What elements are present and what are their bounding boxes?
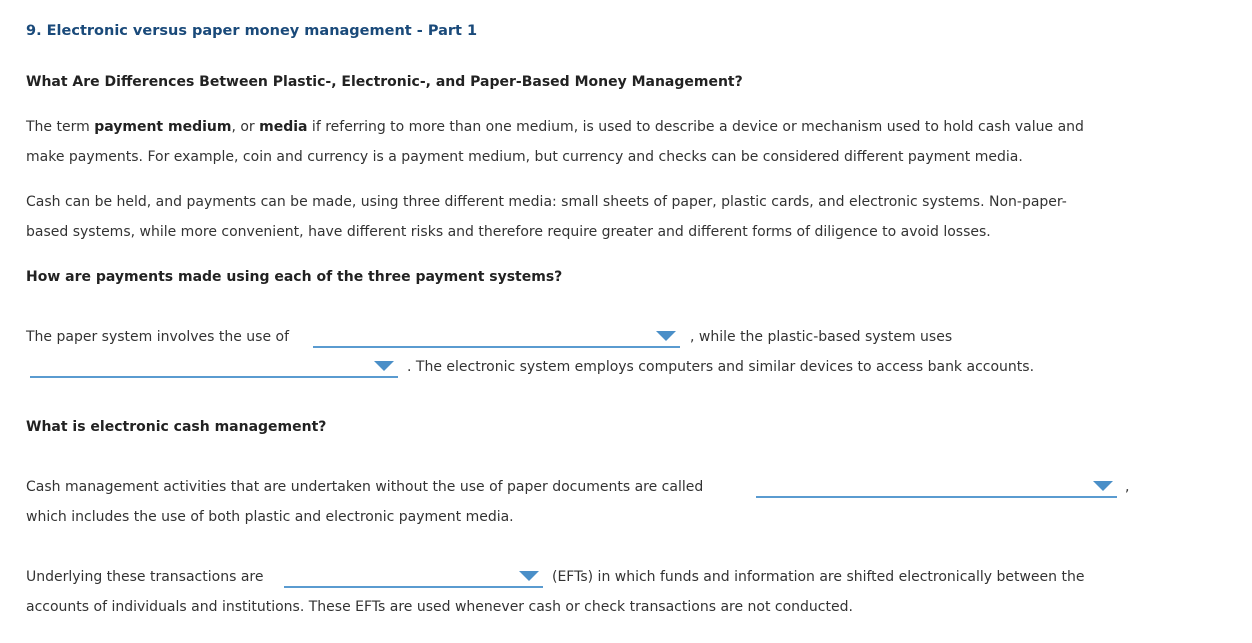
eft-dropdown[interactable] xyxy=(284,564,543,588)
chevron-down-icon xyxy=(1093,481,1113,491)
section-heading: What Are Differences Between Plastic-, Electronic-, and Paper-Based Money Management? xyxy=(26,74,743,90)
question-text: The paper system involves the use of xyxy=(26,329,290,345)
paragraph-line: make payments. For example, coin and currency is a payment medium, but currency and checks can be considered different payment media. xyxy=(26,149,1023,165)
term-bold: payment medium xyxy=(94,119,232,135)
text: if referring to more than one medium, is used to describe a device or mechanism used to hold cash value and xyxy=(307,119,1084,135)
question-text: (EFTs) in which funds and information are shifted electronically between the xyxy=(552,569,1085,585)
question-title: 9. Electronic versus paper money management - Part 1 xyxy=(26,23,478,39)
question-text: , xyxy=(1125,479,1130,495)
question-text: , while the plastic-based system uses xyxy=(690,329,953,345)
plastic-system-dropdown[interactable] xyxy=(30,354,398,378)
section-heading: How are payments made using each of the three payment systems? xyxy=(26,269,563,285)
question-text: which includes the use of both plastic and electronic payment media. xyxy=(26,509,514,525)
chevron-down-icon xyxy=(519,571,539,581)
question-text: accounts of individuals and institutions. These EFTs are used whenever cash or check transactions are not conducted. xyxy=(26,599,853,615)
text: The term xyxy=(26,119,95,135)
question-text: Underlying these transactions are xyxy=(26,569,264,585)
term-bold: media xyxy=(259,119,308,135)
chevron-down-icon xyxy=(374,361,394,371)
chevron-down-icon xyxy=(656,331,676,341)
paragraph-line: Cash can be held, and payments can be made, using three different media: small sheets of paper, plastic cards, and electronic systems. Non-paper- xyxy=(26,194,1067,210)
text: , or xyxy=(231,119,260,135)
question-text: Cash management activities that are undertaken without the use of paper documents are called xyxy=(26,479,704,495)
question-text: . The electronic system employs computers and similar devices to access bank accounts. xyxy=(407,359,1035,375)
paragraph-line xyxy=(26,117,1084,137)
section-heading: What is electronic cash management? xyxy=(26,419,327,435)
electronic-cash-dropdown[interactable] xyxy=(756,474,1117,498)
paragraph-line: based systems, while more convenient, have different risks and therefore require greater and different forms of diligence to avoid losses. xyxy=(26,224,991,240)
paper-system-dropdown[interactable] xyxy=(313,324,680,348)
